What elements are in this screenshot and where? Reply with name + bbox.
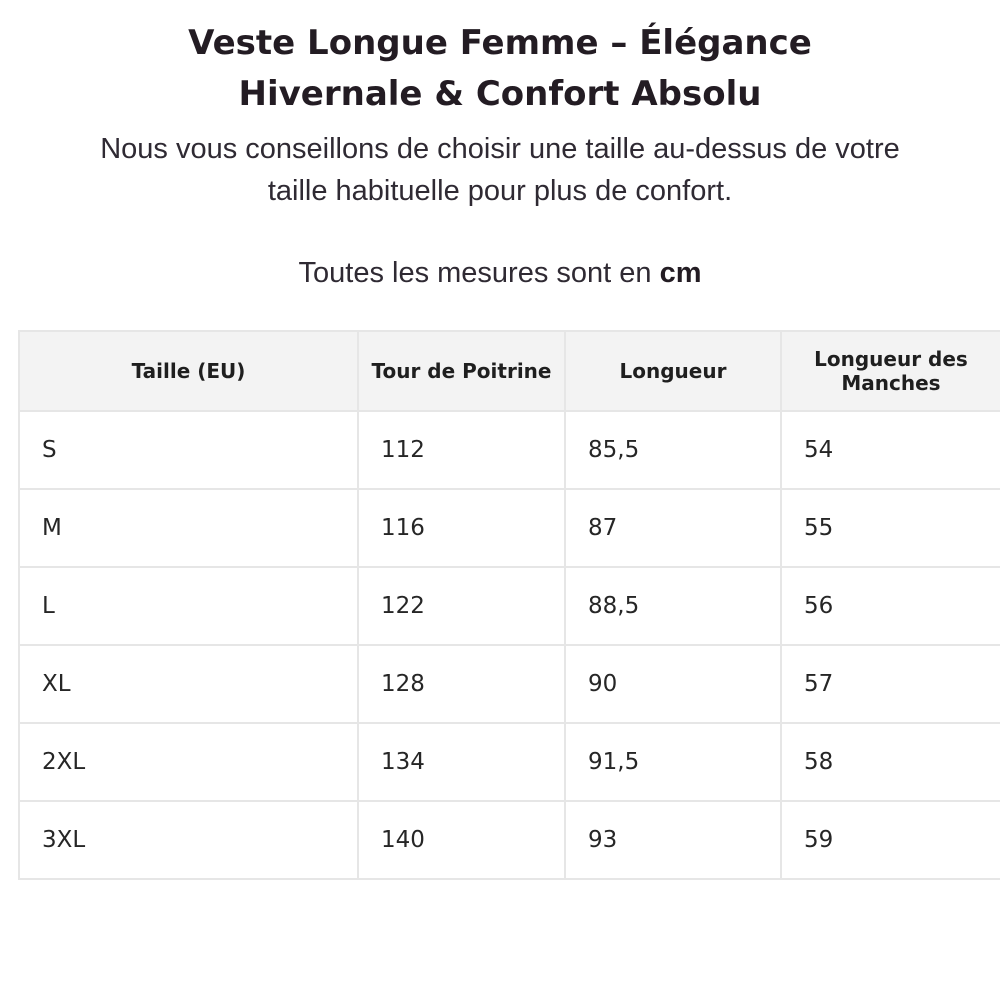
cell-size: 2XL: [19, 723, 358, 801]
cell-sleeve-length: 58: [781, 723, 1000, 801]
cell-sleeve-length: 59: [781, 801, 1000, 879]
cell-length: 87: [565, 489, 781, 567]
table-row: [19, 723, 1000, 801]
units-note-text: Toutes les mesures sont en: [298, 257, 652, 289]
units-note: [0, 252, 1000, 294]
cell-sleeve-length: 57: [781, 645, 1000, 723]
table-row: [19, 801, 1000, 879]
cell-length: 93: [565, 801, 781, 879]
table-row: [19, 645, 1000, 723]
cell-chest: 116: [358, 489, 565, 567]
column-header-length: Longueur: [565, 331, 781, 411]
cell-length: 90: [565, 645, 781, 723]
cell-length: 91,5: [565, 723, 781, 801]
table-row: [19, 489, 1000, 567]
units-note-unit: cm: [659, 257, 702, 289]
cell-length: 85,5: [565, 411, 781, 489]
cell-sleeve-length: 56: [781, 567, 1000, 645]
page-title: [0, 18, 1000, 120]
cell-chest: 112: [358, 411, 565, 489]
size-advice: [0, 128, 1000, 212]
cell-chest: 140: [358, 801, 565, 879]
page-title-line-2: Hivernale & Confort Absolu: [238, 74, 762, 114]
page-title-line-1: Veste Longue Femme – Élégance: [188, 23, 812, 63]
cell-chest: 122: [358, 567, 565, 645]
column-header-sleeve-length: Longueur des Manches: [781, 331, 1000, 411]
cell-sleeve-length: 55: [781, 489, 1000, 567]
cell-size: M: [19, 489, 358, 567]
cell-size: 3XL: [19, 801, 358, 879]
size-chart-body: [19, 411, 1000, 879]
size-chart-header: [19, 331, 1000, 411]
cell-chest: 134: [358, 723, 565, 801]
cell-size: L: [19, 567, 358, 645]
table-row: [19, 567, 1000, 645]
cell-size: S: [19, 411, 358, 489]
column-header-chest: Tour de Poitrine: [358, 331, 565, 411]
size-advice-line-2: taille habituelle pour plus de confort.: [267, 175, 733, 207]
cell-length: 88,5: [565, 567, 781, 645]
table-row: [19, 411, 1000, 489]
cell-chest: 128: [358, 645, 565, 723]
column-header-size: Taille (EU): [19, 331, 358, 411]
size-chart-table: [18, 330, 1000, 880]
cell-size: XL: [19, 645, 358, 723]
cell-sleeve-length: 54: [781, 411, 1000, 489]
header-row: [19, 331, 1000, 411]
size-advice-line-1: Nous vous conseillons de choisir une taille au-dessus de votre: [100, 133, 900, 165]
